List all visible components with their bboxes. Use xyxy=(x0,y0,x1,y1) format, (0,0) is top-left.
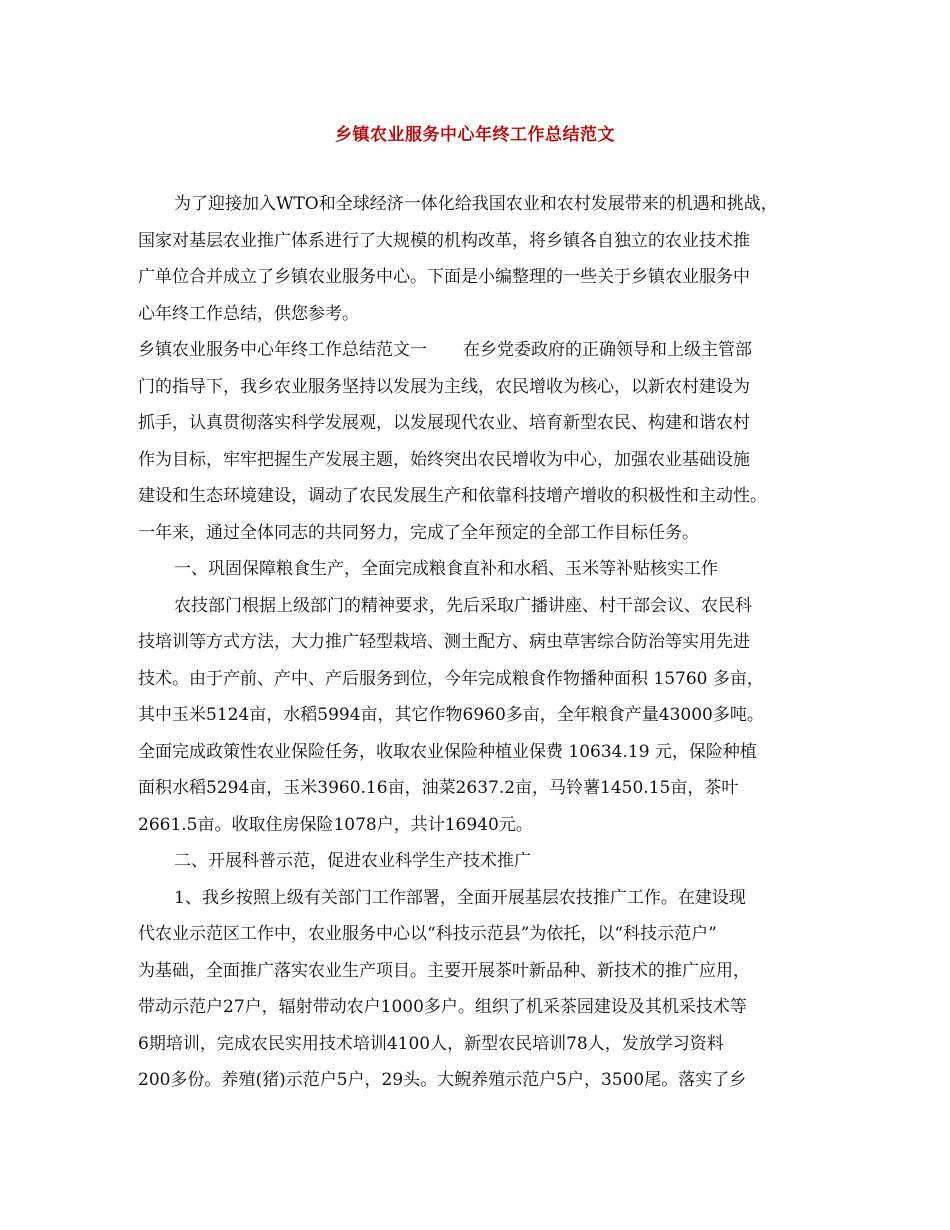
text-run: 在乡党委政府的正确领导和上级主管部 xyxy=(463,340,752,360)
subheading-line: 一、巩固保障粮食生产，全面完成粮食直补和水稻、玉米等补贴核实工作 xyxy=(174,559,718,579)
text-line: 2661.5亩。收取住房保险1078户，共计16940元。 xyxy=(138,814,533,835)
text-line: 200多份。养殖(猪)示范户5户，29头。大鲵养殖示范户5户，3500尾。落实了乡 xyxy=(138,1070,747,1090)
section-heading: 乡镇农业服务中心年终工作总结范文一 xyxy=(138,340,427,360)
text-line: 抓手，认真贯彻落实科学发展观，以发展现代农业、培育新型农民、构建和谐农村 xyxy=(138,413,750,433)
document-body xyxy=(138,186,818,1099)
text-line: 为了迎接加入WTO和全球经济一体化给我国农业和农村发展带来的机遇和挑战， xyxy=(174,194,778,214)
text-line: 国家对基层农业推广体系进行了大规模的机构改革，将乡镇各自独立的农业技术推 xyxy=(138,230,750,251)
document-title: 乡镇农业服务中心年终工作总结范文 xyxy=(335,125,615,145)
text-line: 1、我乡按照上级有关部门工作部署，全面开展基层农技推广工作。在建设现 xyxy=(174,887,746,908)
text-line: 技术。由于产前、产中、产后服务到位，今年完成粮食作物播种面积 15760 多亩， xyxy=(138,668,764,689)
text-line: 建设和生态环境建设，调动了农民发展生产和依靠科技增产增收的积极性和主动性。 xyxy=(138,486,767,506)
text-line: 技培训等方式方法，大力推广轻型栽培、测土配方、病虫草害综合防治等实用先进 xyxy=(138,632,750,652)
text-line: 一年来，通过全体同志的共同努力，完成了全年预定的全部工作目标任务。 xyxy=(138,522,699,543)
text-line: 心年终工作总结，供您参考。 xyxy=(138,303,359,324)
subheading-line: 二、开展科普示范，促进农业科学生产技术推广 xyxy=(174,851,531,871)
text-line: 6期培训，完成农民实用技术培训4100人，新型农民培训78人，发放学习资料 xyxy=(138,1033,724,1054)
text-line: 带动示范户27户，辐射带动农户1000多户。组织了机采茶园建设及其机采技术等 xyxy=(138,997,747,1017)
text-line: 门的指导下，我乡农业服务坚持以发展为主线，农民增收为核心，以新农村建设为 xyxy=(138,376,750,397)
text-line: 代农业示范区工作中，农业服务中心以“科技示范县”为依托，以“科技示范户” xyxy=(138,924,717,944)
text-line: 广单位合并成立了乡镇农业服务中心。下面是小编整理的一些关于乡镇农业服务中 xyxy=(138,267,750,287)
text-line: 作为目标，牢牢把握生产发展主题，始终突出农民增收为中心，加强农业基础设施 xyxy=(138,449,750,470)
text-line: 全面完成政策性农业保险任务，收取农业保险种植业保费 10634.19 元，保险种植 xyxy=(138,741,757,762)
text-line: 其中玉米5124亩，水稻5994亩，其它作物6960多亩，全年粮食产量43000多吨。 xyxy=(138,705,764,725)
text-line: 面积水稻5294亩，玉米3960.16亩，油菜2637.2亩，马铃薯1450.15亩，茶叶 xyxy=(138,778,739,798)
section-heading-line xyxy=(138,332,818,369)
text-line: 农技部门根据上级部门的精神要求，先后采取广播讲座、村干部会议、农民科 xyxy=(174,595,752,616)
text-line: 为基础，全面推广落实农业生产项目。主要开展茶叶新品种、新技术的推广应用， xyxy=(138,960,750,981)
